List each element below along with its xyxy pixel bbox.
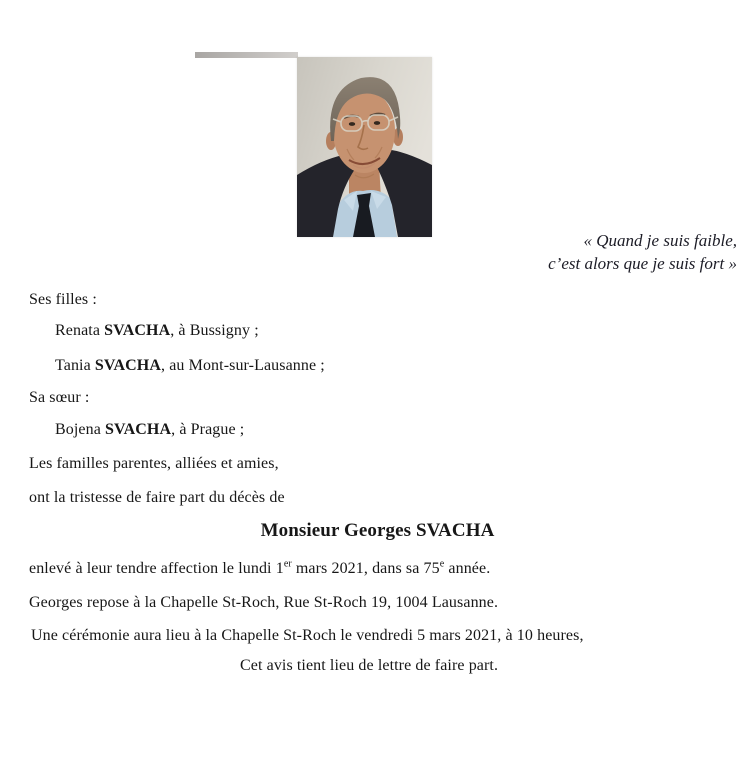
renata-post: , à Bussigny ; bbox=[170, 322, 259, 339]
enleve-part-1: enlevé à leur tendre affection le lundi 1 bbox=[29, 560, 284, 577]
superscript-e: e bbox=[439, 558, 445, 570]
line-familles: Les familles parentes, alliées et amies, bbox=[29, 455, 279, 472]
renata-pre: Renata bbox=[55, 322, 105, 339]
line-repose: Georges repose à la Chapelle St-Roch, Rue St-Roch 19, 1004 Lausanne. bbox=[29, 594, 499, 611]
bojena-pre: Bojena bbox=[55, 421, 106, 438]
epitaph-quote bbox=[548, 229, 737, 275]
bojena-post: , à Prague ; bbox=[171, 421, 245, 438]
deceased-name-title: Monsieur Georges SVACHA bbox=[260, 520, 495, 541]
tania-post: , au Mont-sur-Lausanne ; bbox=[161, 357, 325, 374]
line-ses-filles: Ses filles : bbox=[29, 291, 97, 308]
tania-surname: SVACHA bbox=[94, 357, 162, 374]
superscript-er: er bbox=[283, 558, 292, 570]
portrait-photo bbox=[297, 57, 432, 237]
tania-pre: Tania bbox=[55, 357, 95, 374]
line-renata bbox=[55, 322, 259, 339]
eye-left bbox=[349, 122, 355, 126]
eye-right bbox=[374, 121, 380, 125]
renata-surname: SVACHA bbox=[104, 322, 171, 339]
line-bojena bbox=[55, 421, 244, 438]
enleve-part-3: année. bbox=[444, 560, 491, 577]
quote-line-1: « Quand je suis faible, bbox=[583, 231, 737, 250]
line-sa-soeur: Sa sœur : bbox=[29, 389, 90, 406]
scan-artifact-line bbox=[195, 52, 298, 58]
line-enleve bbox=[29, 560, 490, 577]
enleve-part-2: mars 2021, dans sa 75 bbox=[291, 560, 440, 577]
portrait-illustration bbox=[297, 57, 432, 237]
bojena-surname: SVACHA bbox=[105, 421, 172, 438]
quote-line-2: c’est alors que je suis fort » bbox=[548, 254, 737, 273]
line-tristesse: ont la tristesse de faire part du décès de bbox=[29, 489, 285, 506]
line-ceremonie: Une cérémonie aura lieu à la Chapelle St-Roch le vendredi 5 mars 2021, à 10 heures, bbox=[31, 627, 584, 644]
line-avis: Cet avis tient lieu de lettre de faire part. bbox=[240, 657, 499, 674]
line-tania bbox=[55, 357, 325, 374]
